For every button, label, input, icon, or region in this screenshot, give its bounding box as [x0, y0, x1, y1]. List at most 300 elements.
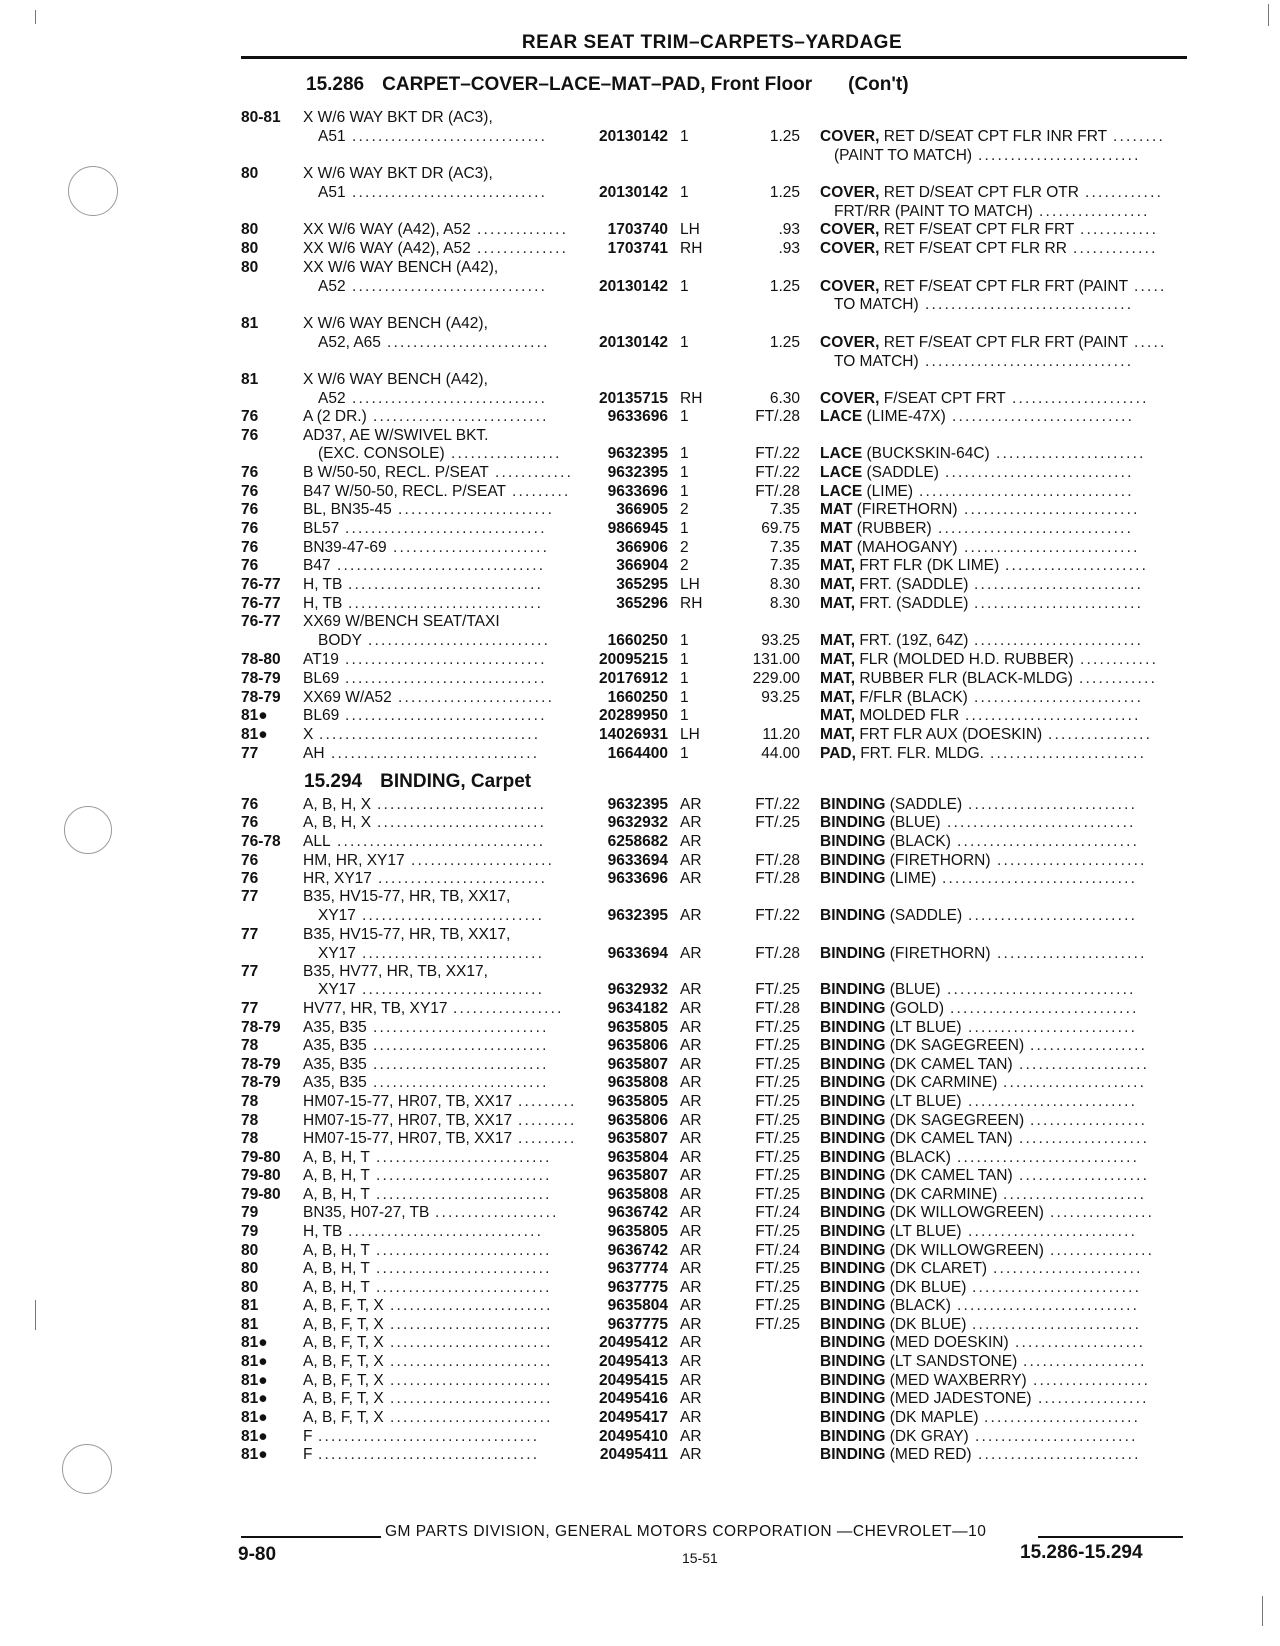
- description-text: (DK CARMINE): [889, 1186, 998, 1203]
- leader-dots: ...........................: [373, 1056, 549, 1073]
- leader-dots: ..............................: [352, 128, 548, 145]
- model-year: 80: [241, 221, 259, 238]
- quantity: AR: [680, 1149, 702, 1166]
- description-keyword: BINDING: [820, 1316, 886, 1333]
- part-number: 9866945: [607, 520, 668, 537]
- leader-dots: .........................: [390, 1390, 553, 1407]
- application: XY17: [318, 945, 356, 962]
- description: [820, 1166, 1013, 1185]
- quantity: 2: [680, 539, 689, 556]
- description: [820, 650, 1074, 669]
- part-number: 20130142: [599, 184, 668, 201]
- part-number: 9637775: [607, 1316, 668, 1333]
- table-row: [0, 333, 1280, 352]
- quantity: 1: [680, 632, 689, 649]
- footer-publisher: GM PARTS DIVISION, GENERAL MOTORS CORPORATION —CHEVROLET—10: [385, 1523, 987, 1540]
- model-year: 77: [241, 888, 259, 905]
- description: [820, 832, 951, 851]
- description: [820, 1055, 1013, 1074]
- part-number: 9635805: [607, 1093, 668, 1110]
- part-number: 366905: [616, 501, 668, 518]
- model-year: 77: [241, 926, 259, 943]
- model-year: 78: [241, 1130, 259, 1147]
- part-number: 9635805: [607, 1223, 668, 1240]
- leader-dots: ...............................: [345, 520, 547, 537]
- application: ALL: [303, 833, 331, 850]
- description-text: RET D/SEAT CPT FLR INR FRT: [883, 128, 1108, 145]
- description-text: (DK BLUE): [889, 1316, 967, 1333]
- model-year: 80: [241, 165, 259, 182]
- price: 7.35: [769, 557, 800, 574]
- description-keyword: BINDING: [820, 1242, 886, 1259]
- table-row: [0, 1315, 1280, 1334]
- application: A, B, H, T: [303, 1149, 370, 1166]
- description-text: (DK CLARET): [889, 1260, 988, 1277]
- price: 6.30: [769, 390, 800, 407]
- description-keyword: BINDING: [820, 1167, 886, 1184]
- model-year: 76: [241, 427, 259, 444]
- description-text: (BUCKSKIN-64C): [866, 445, 990, 462]
- model-year: 79: [241, 1223, 259, 1240]
- section-continued: (Con't): [848, 74, 909, 95]
- description-text: (LT BLUE): [889, 1093, 962, 1110]
- description: [820, 688, 968, 707]
- leader-dots: ...........................: [965, 707, 1141, 724]
- part-number: 9633694: [607, 945, 668, 962]
- table-row: [0, 202, 1280, 221]
- part-number: 366906: [616, 539, 668, 556]
- model-year: 76: [241, 501, 259, 518]
- description-text: FRT/RR (PAINT TO MATCH): [834, 203, 1033, 220]
- table-row: [0, 220, 1280, 239]
- description: [820, 851, 991, 870]
- quantity: RH: [680, 595, 703, 612]
- description-text: FRT FLR AUX (DOESKIN): [859, 726, 1043, 743]
- price: FT/.25: [755, 1167, 800, 1184]
- model-year: 79-80: [241, 1149, 281, 1166]
- page-edge-mark: [1262, 1596, 1263, 1626]
- table-row: [0, 1129, 1280, 1148]
- quantity: AR: [680, 1223, 702, 1240]
- leader-dots: ..........................: [968, 1223, 1138, 1240]
- leader-dots: ...........................: [376, 1149, 552, 1166]
- footer-section-range: 15.286-15.294: [1020, 1542, 1143, 1563]
- description-keyword: BINDING: [820, 1112, 886, 1129]
- table-row: [0, 482, 1280, 501]
- description: [820, 1389, 1032, 1408]
- table-row: [0, 1036, 1280, 1055]
- table-row: [0, 463, 1280, 482]
- leader-dots: ...........................: [373, 1019, 549, 1036]
- price: 93.25: [761, 632, 800, 649]
- quantity: 1: [680, 689, 689, 706]
- leader-dots: ........: [1113, 128, 1166, 145]
- description-keyword: MAT,: [820, 651, 856, 668]
- leader-dots: .....: [1134, 278, 1167, 295]
- model-year: 78-79: [241, 1074, 281, 1091]
- leader-dots: ...........................: [376, 1186, 552, 1203]
- table-row: [0, 258, 1280, 277]
- description: [820, 795, 962, 814]
- model-year: 81: [241, 371, 259, 388]
- price: 1.25: [769, 278, 800, 295]
- part-number: 9635806: [607, 1112, 668, 1129]
- leader-dots: .................: [1038, 1390, 1149, 1407]
- leader-dots: ................: [1050, 1242, 1155, 1259]
- description-text: RET F/SEAT CPT FLR FRT: [883, 221, 1075, 238]
- description-keyword: MAT,: [820, 595, 856, 612]
- price: FT/.25: [755, 1316, 800, 1333]
- description: [820, 1445, 972, 1464]
- description-text: (FIRETHORN): [889, 852, 991, 869]
- quantity: 1: [680, 670, 689, 687]
- description-keyword: MAT,: [820, 707, 856, 724]
- table-row: [0, 1073, 1280, 1092]
- table-row: [0, 669, 1280, 688]
- part-number: 9633696: [607, 870, 668, 887]
- leader-dots: ...................: [1023, 1353, 1147, 1370]
- model-year: 76: [241, 520, 259, 537]
- part-number: 366904: [616, 557, 668, 574]
- application: H, TB: [303, 576, 343, 593]
- model-year: 78-79: [241, 670, 281, 687]
- model-year: 81●: [241, 1428, 268, 1445]
- part-number: 20130142: [599, 278, 668, 295]
- description-text: RET F/SEAT CPT FLR RR: [883, 240, 1067, 257]
- leader-dots: .........: [518, 1130, 577, 1147]
- quantity: AR: [680, 870, 702, 887]
- table-row: [0, 906, 1280, 925]
- leader-dots: ..........................: [377, 814, 547, 831]
- model-year: 80: [241, 240, 259, 257]
- table-row: [0, 999, 1280, 1018]
- leader-dots: ....................: [1019, 1167, 1150, 1184]
- description-keyword: BINDING: [820, 1353, 886, 1370]
- description-text: FRT. (SADDLE): [859, 576, 969, 593]
- application: HM07-15-77, HR07, TB, XX17: [303, 1093, 513, 1110]
- description-keyword: BINDING: [820, 1297, 886, 1314]
- description: [834, 146, 972, 165]
- description-keyword: MAT,: [820, 670, 856, 687]
- quantity: AR: [680, 945, 702, 962]
- leader-dots: ..................: [1033, 1372, 1151, 1389]
- application: AT19: [303, 651, 339, 668]
- table-row: [0, 444, 1280, 463]
- application: A, B, F, T, X: [303, 1390, 384, 1407]
- application: A, B, F, T, X: [303, 1297, 384, 1314]
- price: FT/.25: [755, 1019, 800, 1036]
- quantity: 1: [680, 408, 689, 425]
- application: A35, B35: [303, 1019, 367, 1036]
- part-number: 9635804: [607, 1297, 668, 1314]
- section-title-15-294: [304, 771, 531, 793]
- table-row: [0, 1352, 1280, 1371]
- model-year: 78: [241, 1112, 259, 1129]
- quantity: AR: [680, 1167, 702, 1184]
- price: FT/.28: [755, 1000, 800, 1017]
- model-year: 81: [241, 1316, 259, 1333]
- description-text: (BLACK): [889, 833, 951, 850]
- description-keyword: BINDING: [820, 1372, 886, 1389]
- part-number: 9635807: [607, 1167, 668, 1184]
- description-keyword: BINDING: [820, 1130, 886, 1147]
- description-keyword: MAT,: [820, 632, 856, 649]
- leader-dots: ..................................: [318, 1428, 540, 1445]
- description-keyword: BINDING: [820, 1223, 886, 1240]
- table-row: [0, 980, 1280, 999]
- description: [820, 1352, 1017, 1371]
- quantity: 1: [680, 483, 689, 500]
- leader-dots: ..............................: [352, 278, 548, 295]
- description-keyword: LACE: [820, 464, 863, 481]
- application: F: [303, 1428, 313, 1445]
- part-number: 9635806: [607, 1037, 668, 1054]
- model-year: 79-80: [241, 1186, 281, 1203]
- leader-dots: .................: [451, 445, 562, 462]
- leader-dots: ...........................: [376, 1242, 552, 1259]
- table-row: [0, 556, 1280, 575]
- part-number: 6258682: [607, 833, 668, 850]
- description: [820, 1333, 1009, 1352]
- leader-dots: .......................: [997, 945, 1147, 962]
- description-keyword: BINDING: [820, 1019, 886, 1036]
- part-number: 9635807: [607, 1130, 668, 1147]
- quantity: AR: [680, 814, 702, 831]
- price: FT/.22: [755, 907, 800, 924]
- description: [820, 333, 1128, 352]
- quantity: 1: [680, 334, 689, 351]
- application: HM07-15-77, HR07, TB, XX17: [303, 1130, 513, 1147]
- description-keyword: BINDING: [820, 1074, 886, 1091]
- model-year: 76: [241, 464, 259, 481]
- leader-dots: ...............................: [345, 707, 547, 724]
- leader-dots: ............: [495, 464, 574, 481]
- application: X W/6 WAY BKT DR (AC3),: [303, 165, 493, 182]
- table-row: [0, 1408, 1280, 1427]
- footer-page-number: 15-51: [682, 1550, 718, 1566]
- description-keyword: BINDING: [820, 796, 886, 813]
- table-row: [0, 1278, 1280, 1297]
- quantity: AR: [680, 1409, 702, 1426]
- description-text: MOLDED FLR: [859, 707, 960, 724]
- table-row: [0, 1333, 1280, 1352]
- description-text: RET F/SEAT CPT FLR FRT (PAINT: [883, 334, 1129, 351]
- price: 11.20: [762, 726, 800, 743]
- description-keyword: BINDING: [820, 1428, 886, 1445]
- leader-dots: ..............................: [348, 595, 544, 612]
- leader-dots: .............: [1073, 240, 1158, 257]
- footer-rule: [1038, 1536, 1183, 1538]
- leader-dots: ............: [1085, 184, 1164, 201]
- part-number: 9635808: [607, 1186, 668, 1203]
- description: [834, 295, 919, 314]
- leader-dots: ................: [1048, 726, 1153, 743]
- part-number: 1703741: [607, 240, 668, 257]
- description: [820, 1018, 962, 1037]
- leader-dots: ............: [1080, 221, 1159, 238]
- table-row: [0, 650, 1280, 669]
- leader-dots: ........................: [393, 539, 550, 556]
- application: AD37, AE W/SWIVEL BKT.: [303, 427, 489, 444]
- description: [820, 1408, 978, 1427]
- part-number: 20495411: [599, 1446, 668, 1463]
- description-text: F/FLR (BLACK): [859, 689, 968, 706]
- quantity: LH: [680, 576, 700, 593]
- description-keyword: LACE: [820, 445, 863, 462]
- part-number: 9632395: [607, 445, 668, 462]
- description: [820, 463, 939, 482]
- quantity: 1: [680, 651, 689, 668]
- leader-dots: ............................: [957, 1297, 1140, 1314]
- page-header-title: REAR SEAT TRIM–CARPETS–YARDAGE: [521, 32, 903, 53]
- model-year: 76: [241, 408, 259, 425]
- description-text: TO MATCH): [834, 296, 919, 313]
- price: FT/.25: [755, 1074, 800, 1091]
- leader-dots: ..........................: [974, 689, 1144, 706]
- quantity: AR: [680, 1446, 702, 1463]
- application: A35, B35: [303, 1056, 367, 1073]
- model-year: 78-79: [241, 1056, 281, 1073]
- description: [820, 1129, 1013, 1148]
- quantity: LH: [680, 726, 700, 743]
- leader-dots: ..........................: [974, 632, 1144, 649]
- model-year: 76-77: [241, 576, 281, 593]
- price: FT/.25: [755, 1260, 800, 1277]
- quantity: 1: [680, 184, 689, 201]
- description-text: (BLUE): [889, 981, 941, 998]
- part-number: 365296: [616, 595, 668, 612]
- price: FT/.28: [755, 408, 800, 425]
- application: A51: [318, 128, 346, 145]
- description-keyword: BINDING: [820, 1056, 886, 1073]
- price: .93: [778, 240, 800, 257]
- description-keyword: MAT: [820, 520, 853, 537]
- leader-dots: ..................: [1030, 1112, 1148, 1129]
- quantity: AR: [680, 1204, 702, 1221]
- description-text: (DK CARMINE): [889, 1074, 998, 1091]
- description: [820, 239, 1067, 258]
- leader-dots: ..................................: [318, 1446, 540, 1463]
- description-text: (MED JADESTONE): [889, 1390, 1032, 1407]
- price: FT/.28: [755, 483, 800, 500]
- leader-dots: .........................: [978, 1446, 1141, 1463]
- model-year: 78-79: [241, 689, 281, 706]
- application: X W/6 WAY BENCH (A42),: [303, 315, 488, 332]
- application: B47 W/50-50, RECL. P/SEAT: [303, 483, 507, 500]
- part-number: 9635805: [607, 1019, 668, 1036]
- description: [820, 725, 1042, 744]
- price: FT/.28: [755, 870, 800, 887]
- application: HV77, HR, TB, XY17: [303, 1000, 448, 1017]
- quantity: 2: [680, 557, 689, 574]
- model-year: 76-77: [241, 595, 281, 612]
- application: A, B, H, T: [303, 1260, 370, 1277]
- table-row: [0, 612, 1280, 631]
- table-row: [0, 887, 1280, 906]
- application: A, B, F, T, X: [303, 1409, 384, 1426]
- application: HM, HR, XY17: [303, 852, 405, 869]
- part-number: 1660250: [607, 632, 668, 649]
- price: 1.25: [769, 128, 800, 145]
- description-keyword: MAT: [820, 539, 853, 556]
- leader-dots: ..........................: [968, 1019, 1138, 1036]
- price: FT/.24: [755, 1242, 800, 1259]
- description: [820, 944, 991, 963]
- quantity: AR: [680, 1112, 702, 1129]
- table-row: [0, 407, 1280, 426]
- application: A52: [318, 390, 346, 407]
- part-number: 9637775: [607, 1279, 668, 1296]
- description: [820, 444, 990, 463]
- leader-dots: .........................: [978, 147, 1141, 164]
- leader-dots: ...........................: [376, 1167, 552, 1184]
- leader-dots: ..............................: [938, 520, 1134, 537]
- table-row: [0, 1445, 1280, 1464]
- part-number: 20130142: [599, 128, 668, 145]
- description-text: FRT. (SADDLE): [859, 595, 969, 612]
- description-text: (BLACK): [889, 1297, 951, 1314]
- price: FT/.25: [755, 1149, 800, 1166]
- description-text: TO MATCH): [834, 353, 919, 370]
- part-number: 20495412: [599, 1334, 668, 1351]
- leader-dots: .....................: [1012, 390, 1149, 407]
- part-number: 9633696: [607, 483, 668, 500]
- leader-dots: ..................................: [319, 726, 541, 743]
- description-keyword: BINDING: [820, 945, 886, 962]
- part-number: 20135715: [599, 390, 668, 407]
- description: [820, 389, 1006, 408]
- leader-dots: .......................: [996, 445, 1146, 462]
- section-number: 15.286: [306, 74, 365, 95]
- leader-dots: ............................: [362, 907, 545, 924]
- model-year: 80: [241, 259, 259, 276]
- leader-dots: .....: [1134, 334, 1167, 351]
- leader-dots: ....................: [1019, 1130, 1150, 1147]
- description-keyword: MAT,: [820, 689, 856, 706]
- leader-dots: .......................: [993, 1260, 1143, 1277]
- model-year: 81: [241, 1297, 259, 1314]
- quantity: LH: [680, 221, 700, 238]
- leader-dots: ............................: [368, 632, 551, 649]
- description-text: (LT BLUE): [889, 1223, 962, 1240]
- price: FT/.25: [755, 1130, 800, 1147]
- description-keyword: BINDING: [820, 814, 886, 831]
- description: [834, 352, 919, 371]
- application: XX W/6 WAY (A42), A52: [303, 240, 471, 257]
- description: [820, 1427, 969, 1446]
- table-row: [0, 725, 1280, 744]
- part-number: 20289950: [599, 707, 668, 724]
- description: [820, 1222, 962, 1241]
- application: A51: [318, 184, 346, 201]
- quantity: AR: [680, 1186, 702, 1203]
- description-text: (SADDLE): [866, 464, 939, 481]
- description-text: (LIME): [866, 483, 914, 500]
- leader-dots: ...................: [435, 1204, 559, 1221]
- description-keyword: MAT: [820, 501, 853, 518]
- model-year: 80-81: [241, 109, 281, 126]
- description: [820, 1073, 997, 1092]
- application: A, B, H, T: [303, 1242, 370, 1259]
- table-row: [0, 127, 1280, 146]
- table-row: [0, 1185, 1280, 1204]
- description: [820, 538, 958, 557]
- footer-date: 9-80: [238, 1544, 277, 1565]
- price: FT/.25: [755, 1297, 800, 1314]
- table-row: [0, 295, 1280, 314]
- description-text: (DK CAMEL TAN): [889, 1130, 1013, 1147]
- leader-dots: ........................: [990, 745, 1147, 762]
